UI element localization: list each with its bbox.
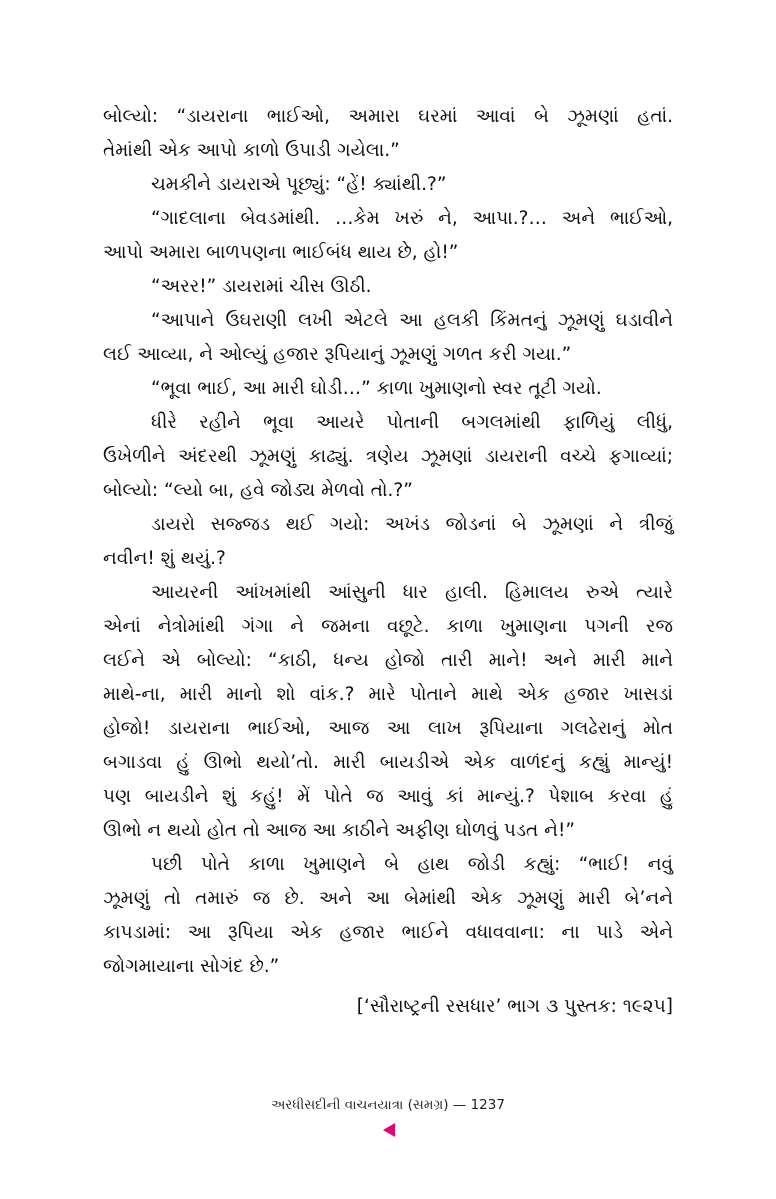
- text-line: બગાડવા હું ઊભો થયો’તો. મારી બાયડીએ એક વાળંદનું કહ્યું માન્યું!: [103, 752, 673, 773]
- paragraph: [103, 406, 673, 508]
- text-line: “આપાને ઉઘરાણી લખી એટલે આ હલકી કિંમતનું ઝૂમણું ઘડાવીને: [151, 310, 673, 331]
- paragraph: [103, 508, 673, 576]
- text-line: “ભૂવા ભાઈ, આ મારી ઘોડી…” કાળા ખુમાણનો સ્વર તૂટી ગયો.: [151, 378, 602, 399]
- text-line: જોગમાયાના સોગંદ છે.”: [103, 956, 280, 977]
- text-line: બોલ્યો: “ડાયરાના ભાઈઓ, અમારા ઘરમાં આવાં બે ઝૂમણાં હતાં.: [103, 106, 673, 127]
- text-line: લઈને એ બોલ્યો: “કાઠી, ધન્ય હોજો તારી માને! અને મારી માને: [103, 650, 673, 671]
- previous-page-icon[interactable]: [383, 1123, 395, 1137]
- text-line: આપો અમારા બાળપણના ભાઈબંધ થાય છે, હો!”: [103, 242, 459, 263]
- paragraph: [103, 848, 673, 984]
- paragraph: [103, 202, 673, 270]
- source-citation: [‘સૌરાષ્ટ્રની રસધાર’ ભાગ ૩ પુસ્તક: ૧૯૨૫]: [356, 996, 673, 1017]
- text-line: એનાં નેત્રોમાંથી ગંગા ને જમના વછૂટે. કાળા ખુમાણના પગની રજ: [103, 616, 673, 637]
- text-line: કાપડામાં: આ રૂપિયા એક હજાર ભાઈને વધાવવાના: ના પાડે એને: [103, 922, 673, 943]
- text-line: પછી પોતે કાળા ખુમાણને બે હાથ જોડી કહ્યું: “ભાઈ! નવું: [151, 854, 673, 875]
- text-line: પણ બાયડીને શું કહું! મેં પોતે જ આવું કાં માન્યું.? પેશાબ કરવા હું: [103, 786, 673, 807]
- text-line: “અરર!” ડાયરામાં ચીસ ઊઠી.: [151, 276, 372, 297]
- paragraph: [103, 576, 673, 848]
- paragraph: [103, 304, 673, 372]
- page-footer: અરધીસદીની વાચનયાત્રા (સમગ્ર) — 1237: [271, 1097, 505, 1113]
- text-line: ઉખેળીને અંદરથી ઝૂમણું કાઢ્યું. ત્રણેય ઝૂમણાં ડાયરાની વચ્ચે ફગાવ્યાં;: [103, 446, 673, 467]
- text-line: ઝૂમણું તો તમારું જ છે. અને આ બેમાંથી એક ઝૂમણું મારી બે’નને: [103, 888, 673, 909]
- paragraph: [103, 168, 673, 202]
- text-line: હોજો! ડાયરાના ભાઈઓ, આજ આ લાખ રૂપિયાના ગલઢેરાનું મોત: [103, 718, 673, 739]
- story-text: [103, 100, 673, 984]
- paragraph: [103, 372, 673, 406]
- text-line: આયરની આંખમાંથી આંસુની ધાર હાલી. હિમાલય રુએ ત્યારે: [151, 582, 673, 603]
- text-line: ઊભો ન થયો હોત તો આજ આ કાઠીને અફીણ ઘોળવું પડત ને!”: [103, 820, 575, 841]
- text-line: માથે-ના, મારી માનો શો વાંક.? મારે પોતાને માથે એક હજાર ખાસડાં: [103, 684, 673, 705]
- paragraph: [103, 270, 673, 304]
- text-line: તેમાંથી એક આપો કાળો ઉપાડી ગયેલા.”: [103, 140, 400, 161]
- text-line: ડાયરો સજ્જડ થઈ ગયો: અખંડ જોડનાં બે ઝૂમણાં ને ત્રીજું: [151, 514, 673, 535]
- text-line: નવીન! શું થયું.?: [103, 548, 226, 569]
- text-line: લઈ આવ્યા, ને ઓલ્યું હજાર રૂપિયાનું ઝૂમણું ગળત કરી ગયા.”: [103, 344, 572, 365]
- text-line: ચમકીને ડાયરાએ પૂછ્યું: “હેં! ક્યાંથી.?”: [151, 174, 447, 195]
- text-line: “ગાદલાના બેવડમાંથી. …કેમ ખરું ને, આપા.?… અને ભાઈઓ,: [151, 208, 673, 229]
- text-line: ધીરે રહીને ભૂવા આયરે પોતાની બગલમાંથી ફાળિયું લીધું,: [151, 412, 673, 433]
- text-line: બોલ્યો: “લ્યો બા, હવે જોડ્ય મેળવો તો.?”: [103, 480, 413, 501]
- paragraph: [103, 100, 673, 168]
- page-body: [103, 100, 673, 1024]
